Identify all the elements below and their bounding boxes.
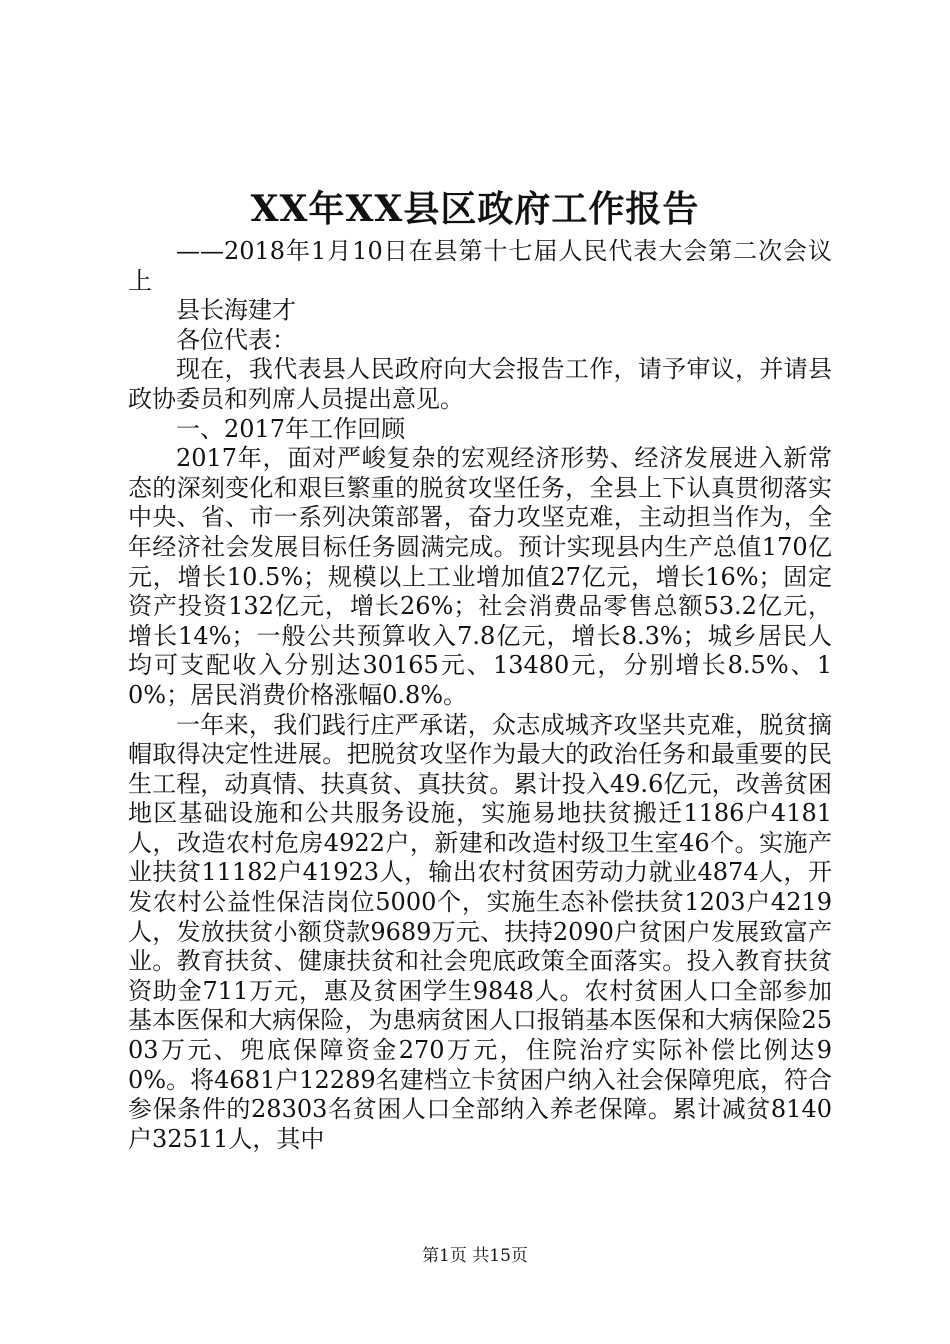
speaker-paragraph: 县长海建才 (176, 296, 296, 325)
document-body (128, 237, 832, 1154)
body-paragraph: 一年来，我们践行庄严承诺，众志成城齐攻坚共克难，脱贫摘帽取得决定性进展。把脱贫攻坚作为最大的政治任务和最重要的民生工程，动真情、扶真贫、真扶贫。累计投入49.6亿元，改善贫困地区基础设施和公共服务设施，实施易地扶贫搬迁1186户4181人，改造农村危房4922户，新建和改造村级卫生室46个。实施产业扶贫11182户41923人，输出农村贫困劳动力就业4874人，开发农村公益性保洁岗位5000个，实施生态补偿扶贫1203户4219人，发放扶贫小额贷款9689万元、扶持2090户贫困户发展致富产业。教育扶贫、健康扶贫和社会兜底政策全面落实。投入教育扶贫资助金711万元，惠及贫困学生9848人。农村贫困人口全部参加基本医保和大病保险，为患病贫困人口报销基本医保和大病保险2503万元、兜底保障资金270万元，住院治疗实际补偿比例达90%。将4681户12289名建档立卡贫困户纳入社会保障兜底，符合参保条件的28303名贫困人口全部纳入养老保障。累计减贫8140户32511人，其中 (128, 710, 832, 1153)
section-heading: 一、2017年工作回顾 (176, 414, 406, 443)
intro-paragraph: 现在，我代表县人民政府向大会报告工作，请予审议，并请县政协委员和列席人员提出意见。 (128, 355, 832, 413)
page-footer: 第1页 共15页 (422, 1246, 528, 1266)
document-title: XX年XX县区政府工作报告 (250, 188, 700, 230)
subtitle-paragraph: ——2018年1月10日在县第十七届人民代表大会第二次会议上 (128, 237, 832, 295)
body-paragraph: 2017年，面对严峻复杂的宏观经济形势、经济发展进入新常态的深刻变化和艰巨繁重的脱贫攻坚任务，全县上下认真贯彻落实中央、省、市一系列决策部署，奋力攻坚克难，主动担当作为，全年经济社会发展目标任务圆满完成。预计实现县内生产总值170亿元，增长10.5%；规模以上工业增加值27亿元，增长16%；固定资产投资132亿元，增长26%；社会消费品零售总额53.2亿元，增长14%；一般公共预算收入7.8亿元，增长8.3%；城乡居民人均可支配收入分别达30165元、13480元，分别增长8.5%、10%；居民消费价格涨幅0.8%。 (128, 444, 832, 709)
salutation-paragraph: 各位代表： (176, 325, 296, 354)
